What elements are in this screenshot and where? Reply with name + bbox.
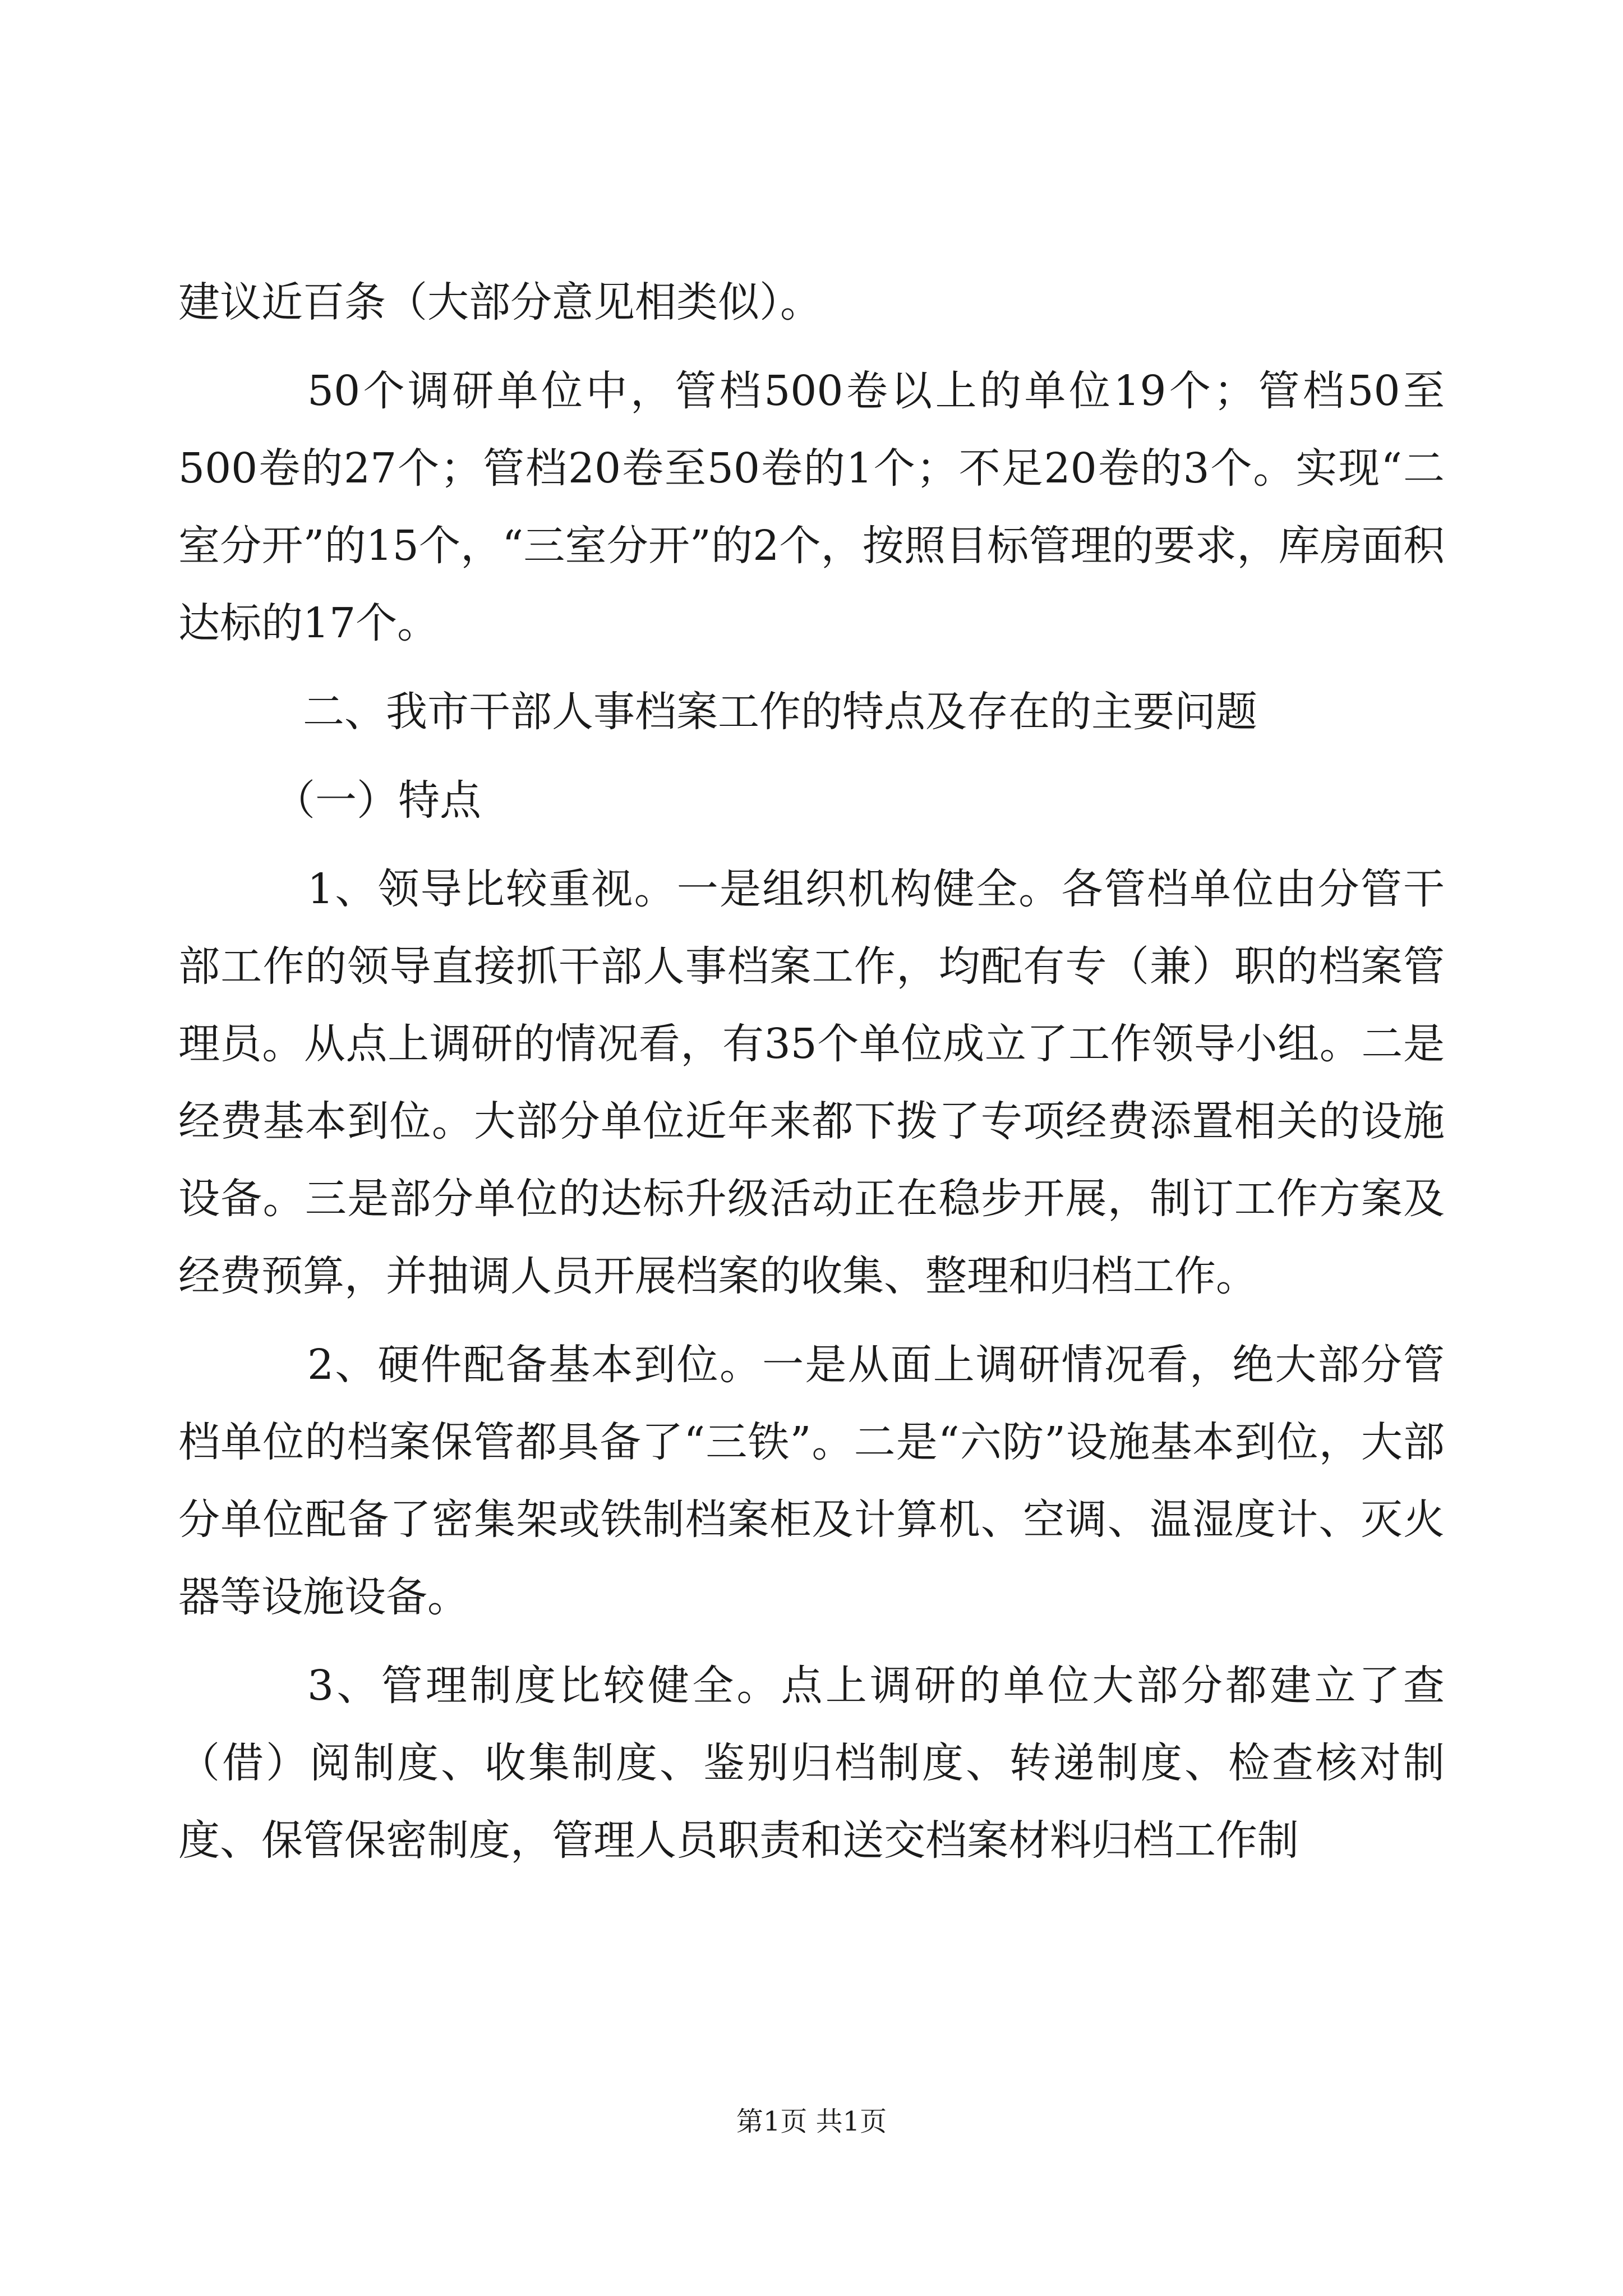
paragraph-point-1: 1、领导比较重视。一是组织机构健全。各管档单位由分管干部工作的领导直接抓干部人事档案工作，均配有专（兼）职的档案管理员。从点上调研的情况看，有35个单位成立了工作领导小组。二是经费基本到位。大部分单位近年来都下拨了专项经费添置相关的设施设备。三是部分单位的达标升级活动正在稳步开展，制订工作方案及经费预算，并抽调人员开展档案的收集、整理和归档工作。 bbox=[178, 865, 1445, 1300]
paragraph-continuation: 建议近百条（大部分意见相类似）。 bbox=[178, 278, 822, 326]
paragraph-statistics: 50个调研单位中，管档500卷以上的单位19个；管档50至500卷的27个；管档20卷至50卷的1个；不足20卷的3个。实现“二室分开”的15个，“三室分开”的2个，按照目标管理的要求，库房面积达标的17个。 bbox=[178, 367, 1445, 647]
paragraph-point-2: 2、硬件配备基本到位。一是从面上调研情况看，绝大部分管档单位的档案保管都具备了“三铁”。二是“六防”设施基本到位，大部分单位配备了密集架或铁制档案柜及计算机、空调、温湿度计、灭火器等设施设备。 bbox=[178, 1341, 1445, 1621]
document-body bbox=[178, 264, 1445, 1890]
page-footer: 第1页 共1页 bbox=[736, 2106, 887, 2137]
section-heading: 二、我市干部人事档案工作的特点及存在的主要问题 bbox=[303, 688, 1257, 736]
paragraph-point-3: 3、管理制度比较健全。点上调研的单位大部分都建立了查（借）阅制度、收集制度、鉴别归档制度、转递制度、检查核对制度、保管保密制度，管理人员职责和送交档案材料归档工作制 bbox=[178, 1662, 1445, 1865]
subsection-heading: （一）特点 bbox=[274, 776, 481, 825]
